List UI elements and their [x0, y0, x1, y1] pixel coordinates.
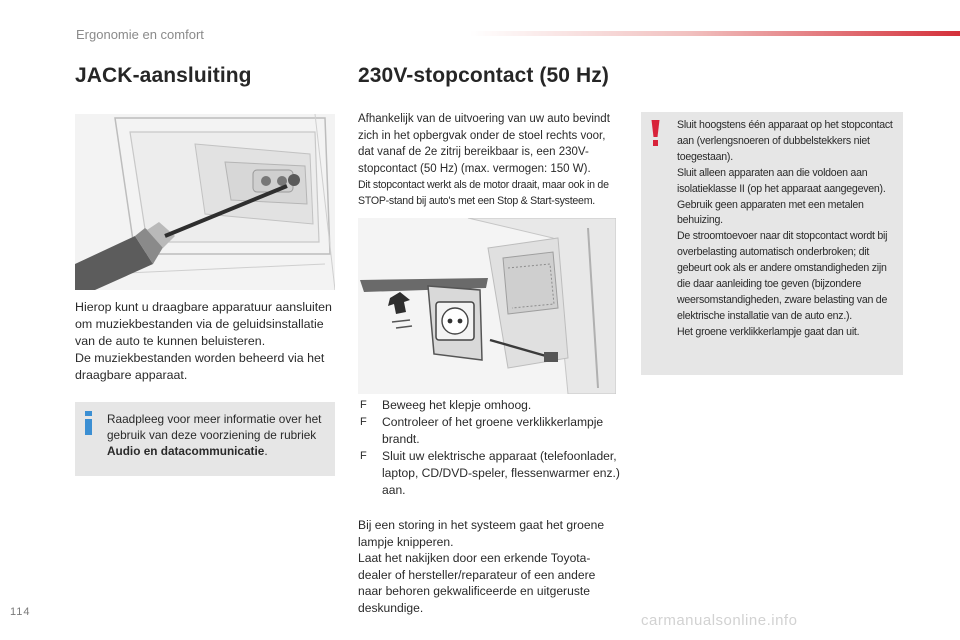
warning-exclamation-icon	[651, 120, 660, 146]
warning-line: Gebruik geen apparaten met een metalen behuizing.	[677, 198, 864, 227]
step-text: Beweeg het klepje omhoog.	[382, 398, 532, 412]
jack-heading: JACK-aansluiting	[75, 64, 252, 87]
step-marker: F	[360, 416, 367, 428]
info-icon	[83, 411, 94, 435]
info-link-text: Audio en datacommunicatie	[107, 444, 265, 458]
info-text	[107, 411, 329, 459]
warning-line: Het groene verklikkerlampje gaat dan uit.	[677, 325, 860, 338]
warning-line: Sluit alleen apparaten aan die voldoen aan isolatieklasse II (op het apparaat aangegeven).	[677, 166, 886, 195]
socket-illustration	[358, 218, 616, 394]
header-accent-bar	[470, 31, 960, 36]
warning-line: De stroomtoevoer naar dit stopcontact wordt bij overbelasting automatisch onderbroken; dit gebeurt ook als er andere omstandigheden zijn die daar aanleiding toe geven (bijzondere weersomstandigheden, zware belasting van de elektrische installatie van de auto enz.).	[677, 230, 888, 322]
warning-line: Sluit hoogstens één apparaat op het stopcontact aan (verlengsnoeren of dubbelstekkers niet toegestaan).	[677, 119, 893, 163]
step-marker: F	[360, 450, 367, 462]
failure-notice	[358, 517, 622, 617]
step-item	[358, 414, 620, 448]
section-title: Ergonomie en comfort	[76, 27, 204, 42]
failure-line: Laat het nakijken door een erkende Toyota-dealer of hersteller/reparateur of een andere naar behoren gekwalificeerde en uitgeruste deskundige.	[358, 551, 596, 615]
step-item	[358, 448, 620, 499]
socket-steps	[358, 397, 620, 499]
step-text: Controleer of het groene verklikkerlampje brandt.	[382, 415, 604, 446]
warning-text	[677, 118, 901, 341]
socket-intro	[358, 111, 620, 209]
jack-description	[75, 299, 337, 384]
socket-intro-text: Afhankelijk van de uitvoering van uw auto bevindt zich in het opbergvak onder de stoel rechts voor, dat vanaf de 2e zitrij bereikbaar is, een 230V-stopcontact (50 Hz) (max. vermogen: 150 W).	[358, 113, 610, 175]
failure-line: Bij een storing in het systeem gaat het groene lampje knipperen.	[358, 518, 605, 549]
step-item	[358, 397, 620, 414]
jack-illustration	[75, 114, 335, 290]
socket-drawing	[358, 218, 616, 394]
watermark: carmanualsonline.info	[641, 612, 798, 629]
step-marker: F	[360, 399, 367, 411]
page-number: 114	[10, 606, 31, 618]
jack-paragraph: Hierop kunt u draagbare apparatuur aansluiten om muziekbestanden via de geluidsinstallatie van de auto te kunnen beluisteren.	[75, 300, 332, 348]
info-text-start: Raadpleeg voor meer informatie over het gebruik van deze voorziening de rubriek	[107, 412, 322, 442]
info-text-end: .	[264, 444, 268, 458]
socket-intro-note: Dit stopcontact werkt als de motor draait, maar ook in de STOP-stand bij auto's met een Stop & Start-systeem.	[358, 179, 609, 207]
step-text: Sluit uw elektrische apparaat (telefoonlader, laptop, CD/DVD-speler, flessenwarmer enz.) aan.	[382, 449, 620, 497]
jack-paragraph: De muziekbestanden worden beheerd via het draagbare apparaat.	[75, 351, 325, 382]
socket-heading: 230V-stopcontact (50 Hz)	[358, 64, 609, 87]
jack-plug-drawing	[75, 114, 335, 290]
